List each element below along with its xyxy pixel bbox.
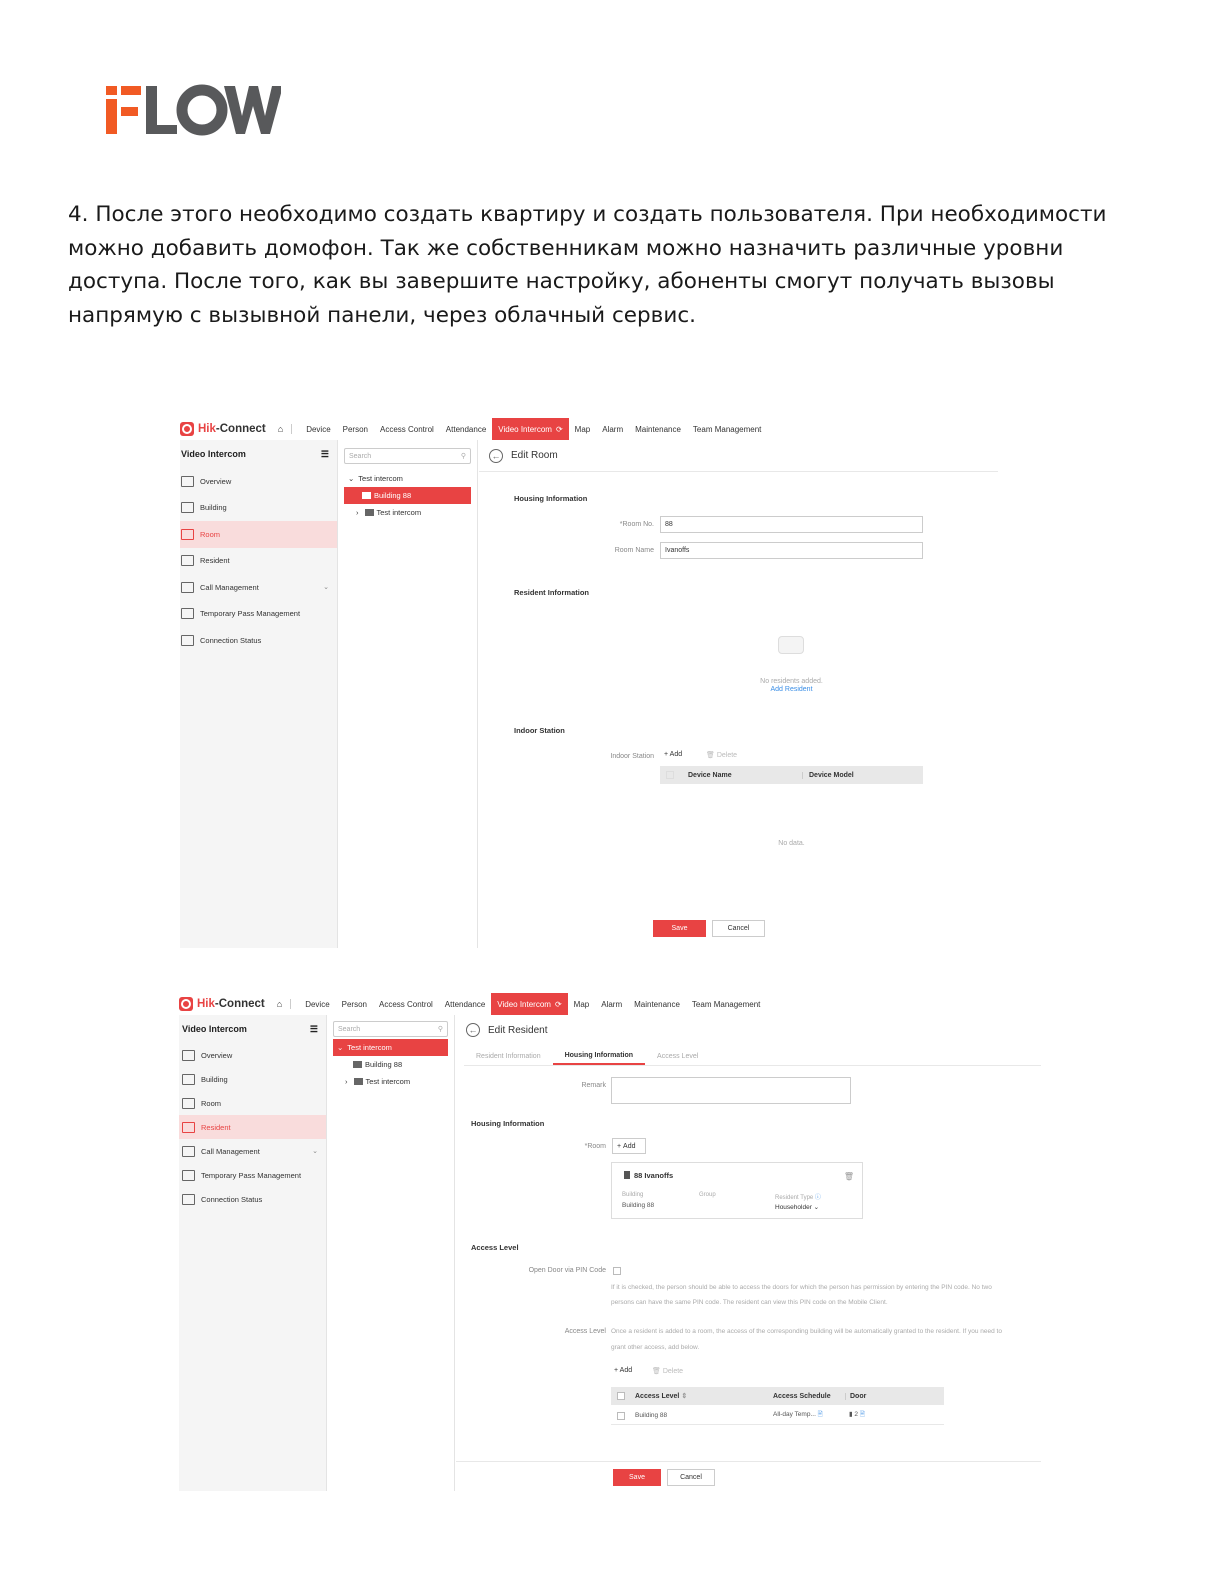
- col-access-level: Access Level ⇕: [635, 1393, 688, 1400]
- nav-video-intercom[interactable]: Video Intercom ⟳: [492, 418, 568, 440]
- room-no-label: *Room No.: [619, 521, 654, 528]
- building-tree-panel: [338, 440, 478, 948]
- nav-map[interactable]: Map: [574, 424, 591, 434]
- resident-icon: [181, 555, 194, 566]
- nav-alarm[interactable]: Alarm: [601, 999, 623, 1009]
- connection-status-icon: [181, 635, 194, 646]
- trash-icon: 🗑: [706, 752, 717, 759]
- room-card: [611, 1162, 863, 1219]
- overview-icon: [181, 476, 194, 487]
- select-all-checkbox[interactable]: [666, 771, 674, 779]
- building-icon: [353, 1061, 362, 1068]
- indoor-station-heading: Indoor Station: [514, 726, 565, 735]
- edit-room-screenshot: [180, 418, 998, 948]
- back-arrow-icon[interactable]: ←: [489, 449, 503, 463]
- call-management-icon: [182, 1146, 195, 1157]
- access-level-note-1: Once a resident is added to a room, the access of the corresponding building will be automatically granted to the resident. If you need to: [611, 1328, 1002, 1335]
- tree-node-building-88[interactable]: Building 88: [327, 1056, 454, 1073]
- sidebar-item-call-management[interactable]: Call Management ⌄: [180, 574, 337, 601]
- sort-icon[interactable]: ⇕: [679, 1393, 688, 1400]
- info-icon: ⓘ: [813, 1195, 821, 1201]
- nav-person[interactable]: Person: [341, 999, 367, 1009]
- building-value: Building 88: [622, 1202, 655, 1209]
- home-icon[interactable]: ⌂: [276, 999, 283, 1009]
- room-name-input[interactable]: Ivanoffs: [660, 542, 923, 559]
- save-button[interactable]: Save: [653, 920, 706, 937]
- sidebar-item-resident[interactable]: Resident: [179, 1115, 326, 1139]
- add-button[interactable]: + Add: [664, 751, 683, 758]
- resident-info-heading: Resident Information: [514, 588, 590, 597]
- remark-input[interactable]: [611, 1077, 851, 1104]
- no-residents-text: No residents added.: [760, 678, 823, 685]
- building-icon: [182, 1074, 195, 1085]
- nav-video-intercom[interactable]: Video Intercom ⟳: [491, 993, 567, 1015]
- call-management-icon: [181, 582, 194, 593]
- collapse-menu-icon[interactable]: ☰: [309, 1023, 318, 1034]
- sidebar-item-temporary-pass[interactable]: Temporary Pass Management: [180, 601, 337, 628]
- sidebar-item-building[interactable]: Building: [179, 1067, 326, 1091]
- top-nav: [180, 418, 998, 440]
- page-title: Edit Resident: [488, 1024, 548, 1036]
- tree-node-building-88[interactable]: Building 88: [344, 487, 471, 504]
- sidebar-item-building[interactable]: Building: [180, 495, 337, 522]
- overview-icon: [182, 1050, 195, 1061]
- sidebar-item-connection-status[interactable]: Connection Status: [180, 627, 337, 654]
- document-icon[interactable]: 🖹: [815, 1411, 823, 1418]
- sidebar-item-connection-status[interactable]: Connection Status: [179, 1187, 326, 1211]
- tab-access-level[interactable]: Access Level: [657, 1052, 699, 1060]
- col-device-model: Device Model: [802, 772, 854, 779]
- nav-team-management[interactable]: Team Management: [691, 999, 761, 1009]
- access-level-table-header: [611, 1387, 944, 1405]
- sidebar-item-resident[interactable]: Resident: [180, 548, 337, 575]
- sidebar: [180, 440, 338, 948]
- trash-icon: 🗑: [652, 1368, 663, 1375]
- sidebar-item-overview[interactable]: Overview: [179, 1043, 326, 1067]
- building-tree-panel: [327, 1015, 455, 1491]
- search-input[interactable]: Search ⚲: [344, 448, 471, 464]
- pin-code-note-2: persons can have the same PIN code. The resident can view this PIN code on the Mobile Client.: [611, 1299, 888, 1306]
- sidebar-title: Video Intercom: [181, 449, 246, 459]
- nav-team-management[interactable]: Team Management: [692, 424, 762, 434]
- indoor-station-label: Indoor Station: [610, 753, 654, 760]
- resident-type-select[interactable]: Householder ⌄: [775, 1204, 820, 1211]
- temporary-pass-icon: [182, 1170, 195, 1181]
- hik-connect-logo-icon: [179, 997, 193, 1011]
- col-device-name: Device Name: [688, 771, 732, 779]
- save-button[interactable]: Save: [613, 1469, 661, 1486]
- tree-node-test-intercom-2[interactable]: › Test intercom: [356, 508, 422, 517]
- housing-info-heading: Housing Information: [514, 494, 588, 503]
- nav-access-control[interactable]: Access Control: [379, 999, 433, 1009]
- chevron-down-icon: ⌄: [337, 1043, 344, 1052]
- tree-node-test-intercom[interactable]: ⌄ Test intercom: [333, 1039, 448, 1056]
- empty-box-icon: [778, 636, 804, 654]
- nav-maintenance[interactable]: Maintenance: [635, 424, 681, 434]
- access-level-label: Access Level: [564, 1328, 606, 1335]
- access-level-heading: Access Level: [471, 1243, 519, 1252]
- chevron-down-icon: ⌄: [323, 584, 329, 592]
- search-icon: ⚲: [437, 1026, 443, 1033]
- hik-connect-logo-icon: [180, 422, 194, 436]
- home-icon[interactable]: ⌂: [277, 424, 284, 434]
- add-resident-link[interactable]: Add Resident: [770, 686, 813, 693]
- room-label: *Room: [584, 1143, 606, 1150]
- nav-maintenance[interactable]: Maintenance: [634, 999, 680, 1009]
- device-table-header: [660, 766, 923, 784]
- refresh-icon: ⟳: [555, 424, 563, 434]
- building-label: Building: [622, 1192, 644, 1198]
- add-room-button[interactable]: + Add: [612, 1138, 646, 1154]
- add-access-level-button[interactable]: + Add: [614, 1367, 633, 1374]
- plus-icon: +: [664, 751, 670, 758]
- flow-logo: [106, 84, 281, 136]
- room-icon: [624, 1171, 630, 1179]
- refresh-icon: ⟳: [554, 999, 562, 1009]
- chevron-down-icon: ⌄: [811, 1204, 820, 1211]
- room-card-title: 88 Ivanoffs: [634, 1171, 674, 1180]
- room-icon: [182, 1098, 195, 1109]
- folder-icon: [354, 1078, 363, 1085]
- sidebar-title: Video Intercom: [182, 1024, 247, 1034]
- tree-node-test-intercom[interactable]: ⌄ Test intercom: [348, 474, 403, 483]
- building-icon: [181, 502, 194, 513]
- connection-status-icon: [182, 1194, 195, 1205]
- select-all-checkbox[interactable]: [617, 1392, 625, 1400]
- nav-attendance[interactable]: Attendance: [445, 424, 487, 434]
- no-data-text: No data.: [778, 840, 805, 847]
- temporary-pass-icon: [181, 608, 194, 619]
- chevron-down-icon: ⌄: [312, 1148, 318, 1155]
- document-icon[interactable]: 🖹: [858, 1411, 866, 1418]
- door-icon: ▮: [849, 1411, 855, 1418]
- sidebar-item-room[interactable]: Room: [179, 1091, 326, 1115]
- collapse-menu-icon[interactable]: ☰: [320, 448, 329, 459]
- tab-resident-information[interactable]: Resident Information: [476, 1052, 541, 1060]
- tree-node-test-intercom-2[interactable]: › Test intercom: [345, 1077, 411, 1086]
- search-input[interactable]: Search ⚲: [333, 1021, 448, 1037]
- nav-attendance[interactable]: Attendance: [444, 999, 486, 1009]
- sidebar-item-call-management[interactable]: Call Management ⌄: [179, 1139, 326, 1163]
- instruction-paragraph: 4. После этого необходимо создать квартиру и создать пользователя. При необходимости можно добавить домофон. Так же собственникам можно назначить различные уровни доступа. После того, как вы завершите настройку, абоненты смогут получать вызовы напрямую с вызывной панели, через облачный сервис.: [68, 202, 1107, 328]
- row-access-level: Building 88: [635, 1412, 668, 1419]
- housing-info-heading: Housing Information: [471, 1119, 545, 1128]
- col-access-schedule: Access Schedule: [773, 1392, 831, 1400]
- sidebar-item-temporary-pass[interactable]: Temporary Pass Management: [179, 1163, 326, 1187]
- nav-map[interactable]: Map: [573, 999, 590, 1009]
- access-level-note-2: grant other access, add below.: [611, 1344, 700, 1351]
- resident-icon: [182, 1122, 195, 1133]
- folder-icon: [365, 509, 374, 516]
- trash-icon[interactable]: 🗑: [843, 1172, 854, 1181]
- footer-divider: [456, 1461, 1041, 1462]
- sidebar-item-overview[interactable]: Overview: [180, 468, 337, 495]
- sidebar-item-room[interactable]: Room: [180, 521, 337, 548]
- table-row[interactable]: [611, 1407, 944, 1425]
- group-label: Group: [699, 1192, 716, 1198]
- hik-connect-brand: Hik-Connect: [179, 997, 265, 1011]
- edit-resident-form: [456, 1015, 1041, 1491]
- room-no-input[interactable]: 88: [660, 516, 923, 533]
- tab-housing-information[interactable]: Housing Information: [553, 1047, 645, 1065]
- nav-device[interactable]: Device: [306, 424, 331, 434]
- hik-connect-brand: Hik-Connect: [180, 422, 266, 436]
- sidebar: [179, 1015, 327, 1491]
- room-icon: [181, 529, 194, 540]
- nav-alarm[interactable]: Alarm: [602, 424, 624, 434]
- chevron-down-icon: ⌄: [348, 474, 355, 483]
- search-icon: ⚲: [460, 453, 466, 460]
- cancel-button[interactable]: Cancel: [712, 920, 765, 937]
- col-door: Door: [845, 1393, 866, 1400]
- chevron-right-icon: ›: [345, 1077, 348, 1086]
- nav-access-control[interactable]: Access Control: [380, 424, 434, 434]
- remark-label: Remark: [581, 1082, 606, 1089]
- row-checkbox[interactable]: [617, 1412, 625, 1420]
- pin-code-checkbox[interactable]: [613, 1267, 621, 1275]
- tab-bar: [464, 1047, 1041, 1066]
- back-arrow-icon[interactable]: ←: [466, 1023, 480, 1037]
- top-nav: [179, 993, 1041, 1015]
- cancel-button[interactable]: Cancel: [667, 1469, 715, 1486]
- pin-code-label: Open Door via PIN Code: [528, 1267, 606, 1274]
- resident-type-label: Resident Type ⓘ: [775, 1195, 821, 1201]
- room-name-label: Room Name: [614, 547, 654, 554]
- page-title: Edit Room: [511, 450, 558, 461]
- pin-code-note-1: If it is checked, the person should be able to access the doors for which the person has permission by entering the PIN code. No two: [611, 1284, 992, 1291]
- edit-resident-screenshot: [179, 993, 1041, 1491]
- delete-access-level-button[interactable]: 🗑 Delete: [652, 1368, 684, 1375]
- nav-device[interactable]: Device: [305, 999, 330, 1009]
- plus-icon: +: [617, 1142, 624, 1150]
- plus-icon: +: [614, 1367, 620, 1374]
- delete-button[interactable]: 🗑 Delete: [706, 752, 738, 759]
- chevron-right-icon: ›: [356, 508, 359, 517]
- nav-person[interactable]: Person: [342, 424, 368, 434]
- building-icon: [362, 492, 371, 499]
- row-door: ▮ 2 🖹: [849, 1411, 866, 1418]
- edit-room-form: [479, 440, 998, 948]
- row-access-schedule: All-day Temp... 🖹: [773, 1411, 823, 1418]
